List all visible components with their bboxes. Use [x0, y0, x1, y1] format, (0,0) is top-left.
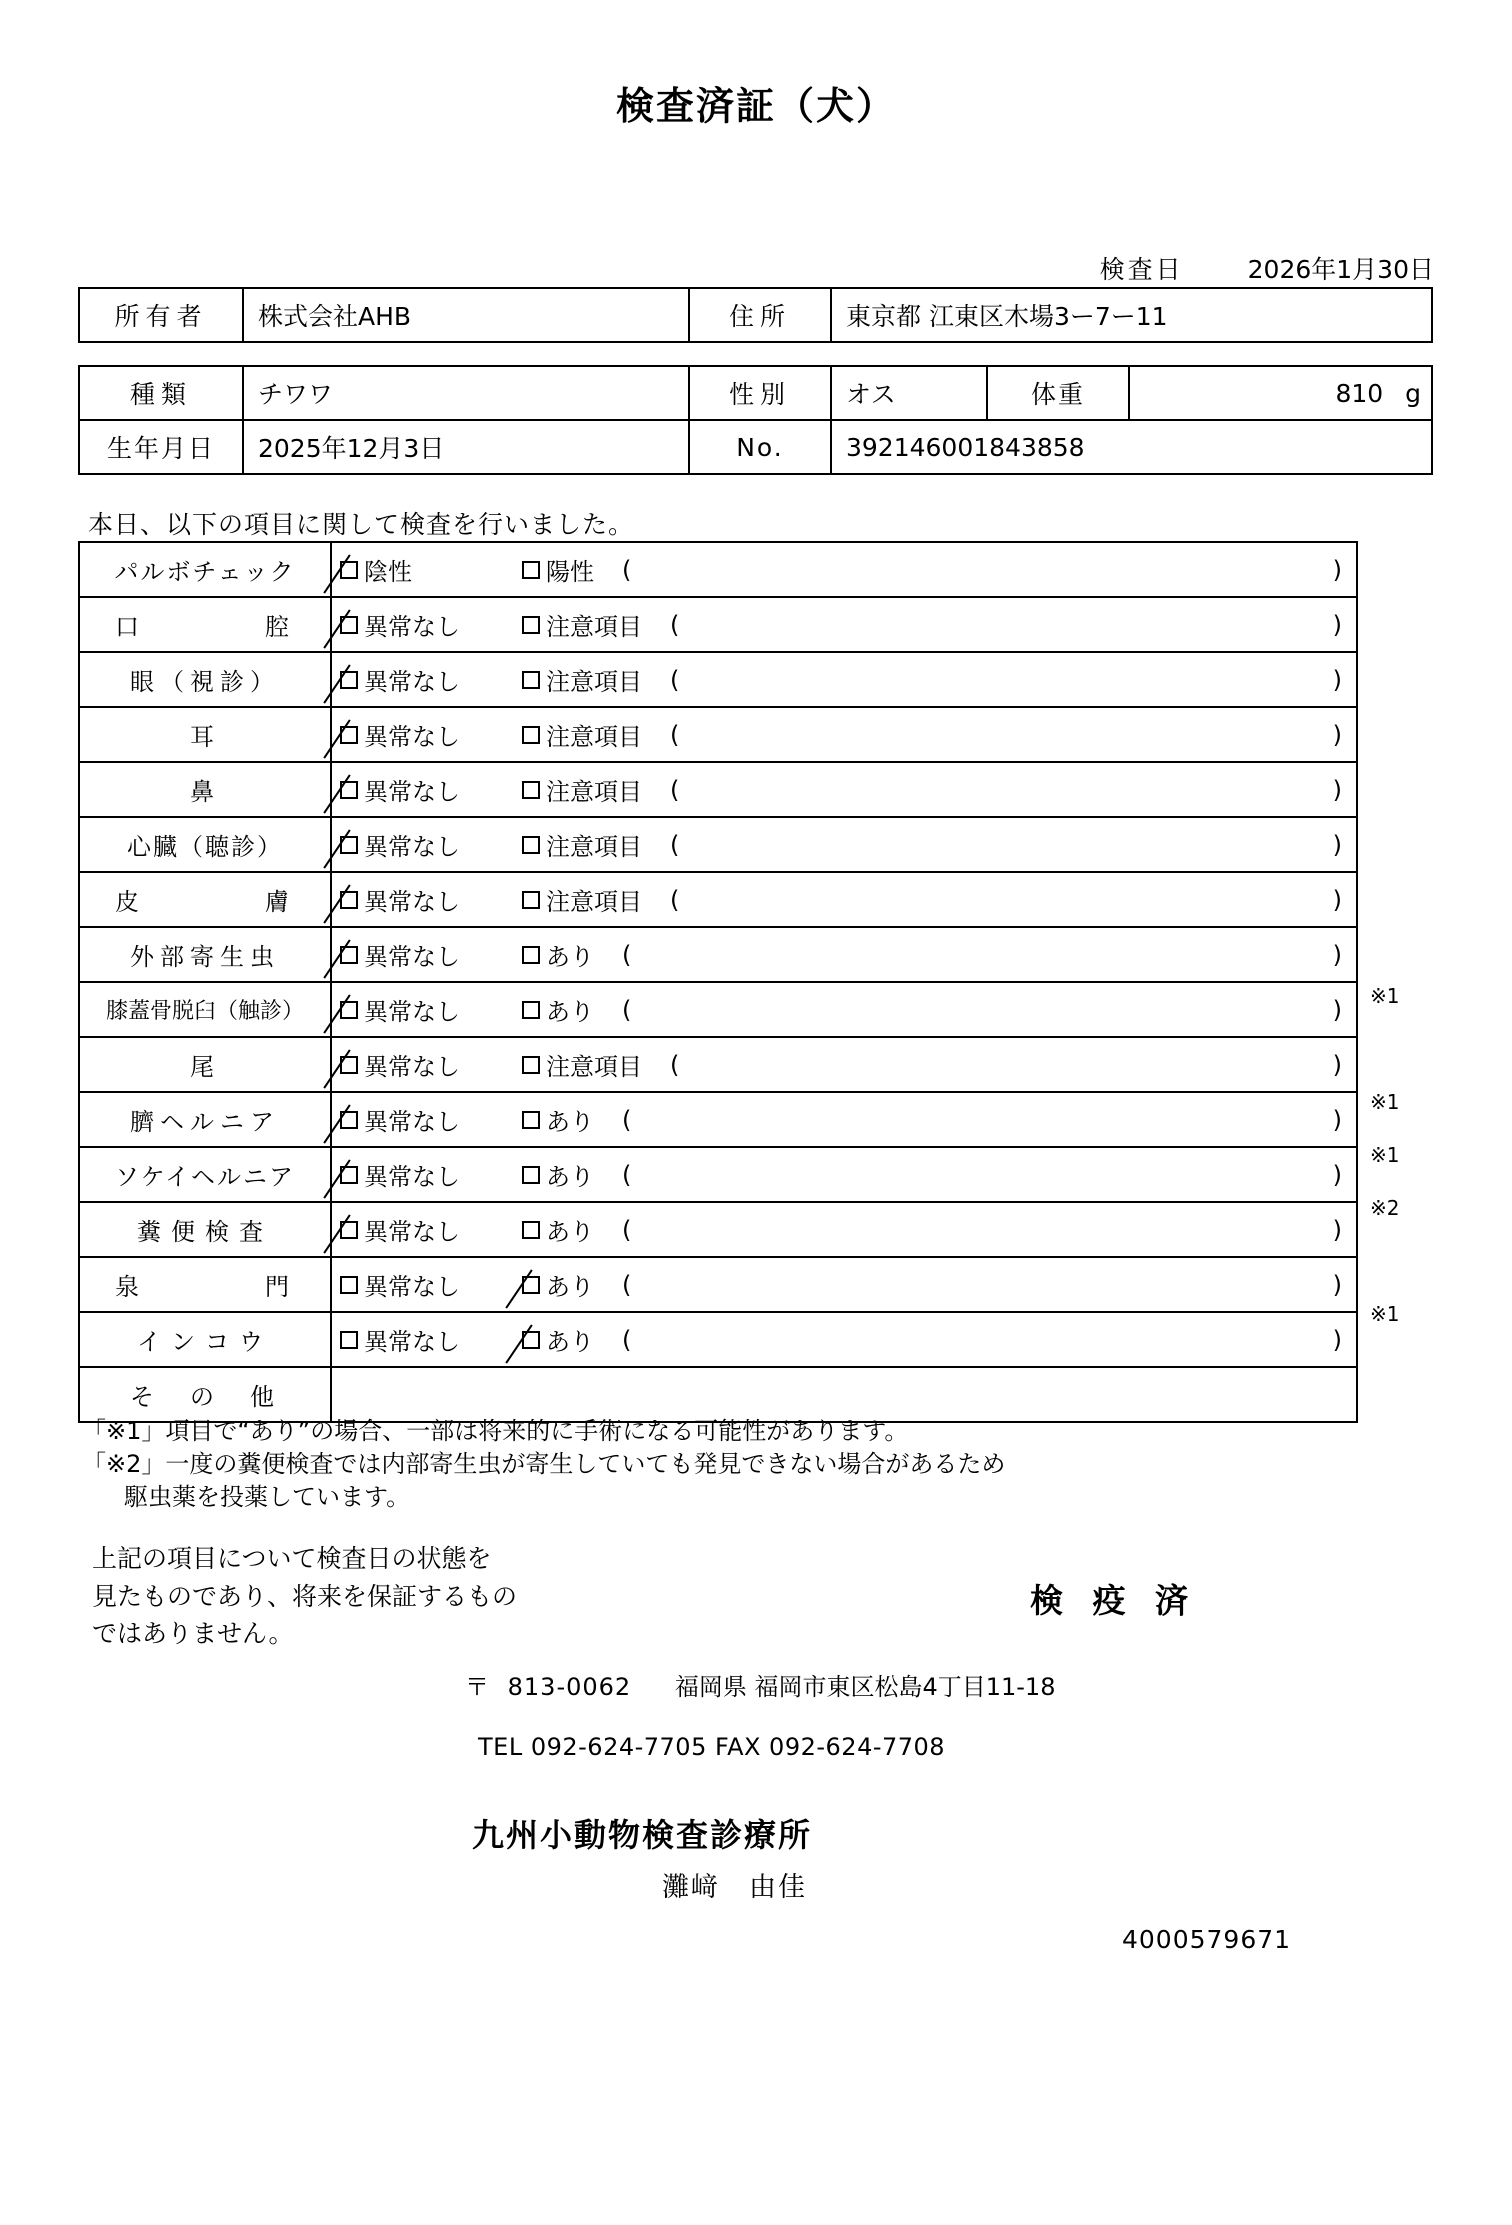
- item-options-cell: [331, 1312, 1357, 1367]
- option-1-label: 異常なし: [364, 1218, 460, 1246]
- remark-paren-close: ): [1332, 1050, 1342, 1079]
- item-label: 耳: [79, 707, 331, 762]
- checkbox-option-1[interactable]: [340, 827, 522, 862]
- remark-paren-open: (: [670, 830, 680, 859]
- note-marker: ※1: [1370, 1302, 1400, 1326]
- option-1-label: 異常なし: [364, 723, 460, 751]
- checkbox-icon[interactable]: [522, 561, 540, 579]
- birth-value: 2025年12月3日: [243, 420, 689, 474]
- owner-label: 所有者: [79, 288, 243, 342]
- checkbox-checked-icon[interactable]: [340, 1166, 358, 1184]
- remark-paren-close: ): [1332, 830, 1342, 859]
- checkbox-icon[interactable]: [522, 836, 540, 854]
- table-row: [79, 288, 1432, 342]
- sex-value: オス: [831, 366, 987, 420]
- table-row: [79, 707, 1357, 762]
- checkbox-option-1[interactable]: [340, 1322, 522, 1357]
- checkbox-option-2[interactable]: [522, 937, 594, 972]
- item-label: 外部寄生虫: [79, 927, 331, 982]
- checkbox-option-1[interactable]: [340, 1267, 522, 1302]
- checkbox-checked-icon[interactable]: [340, 1056, 358, 1074]
- checkbox-checked-icon[interactable]: [340, 781, 358, 799]
- table-row: [79, 1312, 1357, 1367]
- checkbox-option-1[interactable]: [340, 607, 522, 642]
- option-2-label: あり: [546, 1218, 594, 1246]
- owner-value: 株式会社AHB: [243, 288, 689, 342]
- address-label: 住所: [689, 288, 831, 342]
- remark-paren-open: (: [622, 1215, 632, 1244]
- remark-paren-close: ): [1332, 1325, 1342, 1354]
- owner-table: [78, 287, 1433, 343]
- remark-paren-close: ): [1332, 1160, 1342, 1189]
- remark-paren-open: (: [622, 940, 632, 969]
- checkbox-option-2[interactable]: [522, 992, 594, 1027]
- checkbox-icon[interactable]: [522, 781, 540, 799]
- table-row: [79, 542, 1357, 597]
- option-2-label: あり: [546, 943, 594, 971]
- no-value: 392146001843858: [831, 420, 1432, 474]
- checkbox-checked-icon[interactable]: [340, 946, 358, 964]
- option-2-label: あり: [546, 1273, 594, 1301]
- table-row: [79, 762, 1357, 817]
- checkbox-option-2[interactable]: [522, 1267, 594, 1302]
- option-2-label: 陽性: [546, 558, 594, 586]
- item-label: 鼻: [79, 762, 331, 817]
- checkbox-checked-icon[interactable]: [522, 1331, 540, 1349]
- item-options-cell: [331, 1367, 1357, 1422]
- remark-paren-close: ): [1332, 1270, 1342, 1299]
- checkbox-option-1[interactable]: [340, 992, 522, 1027]
- option-2-label: あり: [546, 1163, 594, 1191]
- checkbox-option-1[interactable]: [340, 1157, 522, 1192]
- item-options-cell: [331, 652, 1357, 707]
- table-row: [79, 872, 1357, 927]
- item-label: ソケイヘルニア: [79, 1147, 331, 1202]
- page-title: 検査済証（犬）: [615, 84, 896, 128]
- option-1-label: 異常なし: [364, 888, 460, 916]
- remark-paren-open: (: [622, 1160, 632, 1189]
- option-2-label: 注意項目: [546, 833, 642, 861]
- item-label: 膝蓋骨脱臼（触診）: [79, 982, 331, 1037]
- checkbox-option-1[interactable]: [340, 937, 522, 972]
- note-marker: ※1: [1370, 984, 1400, 1008]
- address-text: 福岡県 福岡市東区松島4丁目11-18: [674, 1673, 1056, 1701]
- table-row: [79, 1202, 1357, 1257]
- doctor-name: 灘﨑 由佳: [662, 1872, 807, 1903]
- remark-paren-close: ): [1332, 775, 1342, 804]
- checkbox-checked-icon[interactable]: [340, 616, 358, 634]
- item-options-cell: [331, 1202, 1357, 1257]
- remark-paren-close: ): [1332, 555, 1342, 584]
- table-row: [79, 366, 1432, 420]
- checkbox-option-2[interactable]: [522, 882, 642, 917]
- item-options-cell: [331, 982, 1357, 1037]
- item-label: 臍ヘルニア: [79, 1092, 331, 1147]
- checkbox-option-2[interactable]: [522, 552, 594, 587]
- remark-paren-close: ): [1332, 610, 1342, 639]
- serial-number: 4000579671: [1122, 1925, 1292, 1954]
- checkbox-checked-icon[interactable]: [340, 1001, 358, 1019]
- checkbox-option-2[interactable]: [522, 1102, 594, 1137]
- checkbox-option-2[interactable]: [522, 717, 642, 752]
- item-label: 心臓（聴診）: [79, 817, 331, 872]
- remark-paren-open: (: [622, 995, 632, 1024]
- remark-paren-close: ): [1332, 1215, 1342, 1244]
- breed-value: チワワ: [243, 366, 689, 420]
- certificate-page: [0, 75, 1512, 2225]
- checkbox-option-2[interactable]: [522, 1047, 642, 1082]
- option-1-label: 異常なし: [364, 1163, 460, 1191]
- checkbox-option-2[interactable]: [522, 662, 642, 697]
- option-2-label: あり: [546, 998, 594, 1026]
- disclaimer-line-2: 見たものであり、将来を保証するもの: [92, 1581, 518, 1611]
- remark-paren-open: (: [670, 1050, 680, 1079]
- remark-paren-close: ): [1332, 720, 1342, 749]
- item-label: 糞便検査: [79, 1202, 331, 1257]
- option-2-label: 注意項目: [546, 888, 642, 916]
- exam-date-row: [1100, 250, 1434, 286]
- item-label: 眼（視診）: [79, 652, 331, 707]
- footnotes: [82, 1415, 1005, 1514]
- option-1-label: 異常なし: [364, 1108, 460, 1136]
- checkbox-checked-icon[interactable]: [340, 1111, 358, 1129]
- postal-mark: 〒: [465, 1673, 490, 1701]
- option-1-label: 異常なし: [364, 1053, 460, 1081]
- table-row: [79, 927, 1357, 982]
- option-1-label: 異常なし: [364, 833, 460, 861]
- checkbox-option-2[interactable]: [522, 772, 642, 807]
- disclaimer: [92, 1540, 517, 1653]
- checkbox-icon[interactable]: [522, 1001, 540, 1019]
- clinic-name: 九州小動物検査診療所: [472, 1816, 813, 1854]
- checkbox-icon[interactable]: [522, 946, 540, 964]
- option-2-label: 注意項目: [546, 613, 642, 641]
- item-label: 皮 膚: [79, 872, 331, 927]
- checkbox-icon[interactable]: [522, 891, 540, 909]
- pet-table: [78, 365, 1433, 475]
- address-value: 東京都 江東区木場3ー7ー11: [831, 288, 1432, 342]
- exam-date-label: 検査日: [1099, 255, 1184, 284]
- weight-unit: g: [1405, 378, 1421, 408]
- table-row: [79, 817, 1357, 872]
- note-marker: ※1: [1370, 1143, 1400, 1167]
- checkbox-checked-icon[interactable]: [340, 891, 358, 909]
- remark-paren-open: (: [622, 1270, 632, 1299]
- option-2-label: 注意項目: [546, 668, 642, 696]
- option-1-label: 異常なし: [364, 1328, 460, 1356]
- table-row: [79, 1092, 1357, 1147]
- checkbox-icon[interactable]: [522, 1221, 540, 1239]
- checkbox-icon[interactable]: [522, 671, 540, 689]
- item-options-cell: [331, 1257, 1357, 1312]
- checkbox-icon[interactable]: [522, 1056, 540, 1074]
- remark-paren-open: (: [670, 665, 680, 694]
- checkbox-icon[interactable]: [522, 1166, 540, 1184]
- option-2-label: 注意項目: [546, 723, 642, 751]
- zip-code: 813-0062: [507, 1673, 632, 1701]
- item-options-cell: [331, 1037, 1357, 1092]
- weight-value-cell: [1129, 366, 1432, 420]
- birth-label: 生年月日: [79, 420, 243, 474]
- table-row: [79, 1147, 1357, 1202]
- remark-paren-close: ): [1332, 1105, 1342, 1134]
- remark-paren-open: (: [622, 555, 632, 584]
- breed-label: 種類: [79, 366, 243, 420]
- option-1-label: 陰性: [364, 558, 412, 586]
- remark-paren-open: (: [670, 610, 680, 639]
- checkbox-option-1[interactable]: [340, 772, 522, 807]
- checkbox-checked-icon[interactable]: [340, 561, 358, 579]
- checkbox-icon[interactable]: [340, 1276, 358, 1294]
- checkbox-checked-icon[interactable]: [340, 1221, 358, 1239]
- item-label: パルボチェック: [79, 542, 331, 597]
- checkbox-icon[interactable]: [522, 616, 540, 634]
- option-1-label: 異常なし: [364, 943, 460, 971]
- footnote-2: 「※2」一度の糞便検査では内部寄生虫が寄生していても発見できない場合があるため: [82, 1450, 1006, 1479]
- checkbox-option-1[interactable]: [340, 662, 522, 697]
- clinic-tel-fax: TEL 092-624-7705 FAX 092-624-7708: [478, 1733, 946, 1761]
- option-2-label: あり: [546, 1328, 594, 1356]
- checkbox-checked-icon[interactable]: [340, 836, 358, 854]
- weight-value: 810: [1335, 378, 1384, 408]
- item-options-cell: [331, 927, 1357, 982]
- remark-paren-open: (: [670, 885, 680, 914]
- checkbox-option-1[interactable]: [340, 1102, 522, 1137]
- option-1-label: 異常なし: [364, 668, 460, 696]
- checkbox-checked-icon[interactable]: [340, 671, 358, 689]
- checkbox-icon[interactable]: [522, 726, 540, 744]
- item-label: インコウ: [79, 1312, 331, 1367]
- quarantine-stamp: 検 疫 済: [1030, 1581, 1197, 1620]
- footnote-1: 「※1」項目で“あり”の場合、一部は将来的に手術になる可能性があります。: [82, 1417, 909, 1445]
- item-options-cell: [331, 597, 1357, 652]
- table-row: [79, 1257, 1357, 1312]
- item-label: 口 腔: [79, 597, 331, 652]
- note-marker: ※2: [1370, 1196, 1400, 1220]
- item-options-cell: [331, 872, 1357, 927]
- exam-date-value: 2026年1月30日: [1247, 255, 1434, 284]
- option-1-label: 異常なし: [364, 613, 460, 641]
- checkbox-option-2[interactable]: [522, 1212, 594, 1247]
- remark-paren-open: (: [622, 1325, 632, 1354]
- checkbox-option-1[interactable]: [340, 717, 522, 752]
- option-2-label: 注意項目: [546, 1053, 642, 1081]
- sex-label: 性別: [689, 366, 831, 420]
- remark-paren-close: ): [1332, 995, 1342, 1024]
- table-row: [79, 1037, 1357, 1092]
- no-label: No.: [689, 420, 831, 474]
- checkbox-option-1[interactable]: [340, 552, 522, 587]
- option-1-label: 異常なし: [364, 1273, 460, 1301]
- checkbox-checked-icon[interactable]: [522, 1276, 540, 1294]
- table-row: [79, 652, 1357, 707]
- option-1-label: 異常なし: [364, 778, 460, 806]
- disclaimer-line-3: ではありません。: [92, 1619, 294, 1648]
- option-2-label: あり: [546, 1108, 594, 1136]
- remark-paren-open: (: [622, 1105, 632, 1134]
- table-row: [79, 982, 1357, 1037]
- checkbox-checked-icon[interactable]: [340, 726, 358, 744]
- remark-paren-close: ): [1332, 940, 1342, 969]
- checkbox-option-1[interactable]: [340, 882, 522, 917]
- item-options-cell: [331, 542, 1357, 597]
- checkbox-option-2[interactable]: [522, 827, 642, 862]
- note-marker: ※1: [1370, 1090, 1400, 1114]
- remark-paren-close: ): [1332, 885, 1342, 914]
- footnote-3: 駆虫薬を投薬しています。: [124, 1483, 411, 1512]
- remark-paren-close: ): [1332, 665, 1342, 694]
- checkbox-option-1[interactable]: [340, 1047, 522, 1082]
- item-label: そ の 他: [79, 1367, 331, 1422]
- option-1-label: 異常なし: [364, 998, 460, 1026]
- table-row: [79, 1367, 1357, 1422]
- item-label: 泉 門: [79, 1257, 331, 1312]
- checkbox-option-2[interactable]: [522, 607, 642, 642]
- checkbox-option-2[interactable]: [522, 1157, 594, 1192]
- checkbox-icon[interactable]: [522, 1111, 540, 1129]
- item-options-cell: [331, 762, 1357, 817]
- clinic-address: [465, 1667, 1055, 1702]
- option-2-label: 注意項目: [546, 778, 642, 806]
- item-options-cell: [331, 1147, 1357, 1202]
- item-options-cell: [331, 1092, 1357, 1147]
- item-options-cell: [331, 707, 1357, 762]
- item-label: 尾: [79, 1037, 331, 1092]
- remark-paren-open: (: [670, 775, 680, 804]
- inspection-items-table: [78, 541, 1358, 1423]
- table-row: [79, 597, 1357, 652]
- checkbox-icon[interactable]: [340, 1331, 358, 1349]
- disclaimer-line-1: 上記の項目について検査日の状態を: [92, 1544, 492, 1573]
- remark-paren-open: (: [670, 720, 680, 749]
- checkbox-option-2[interactable]: [522, 1322, 594, 1357]
- checkbox-option-1[interactable]: [340, 1212, 522, 1247]
- weight-label: 体重: [987, 366, 1129, 420]
- intro-text: 本日、以下の項目に関して検査を行いました。: [88, 510, 635, 539]
- item-options-cell: [331, 817, 1357, 872]
- table-row: [79, 420, 1432, 474]
